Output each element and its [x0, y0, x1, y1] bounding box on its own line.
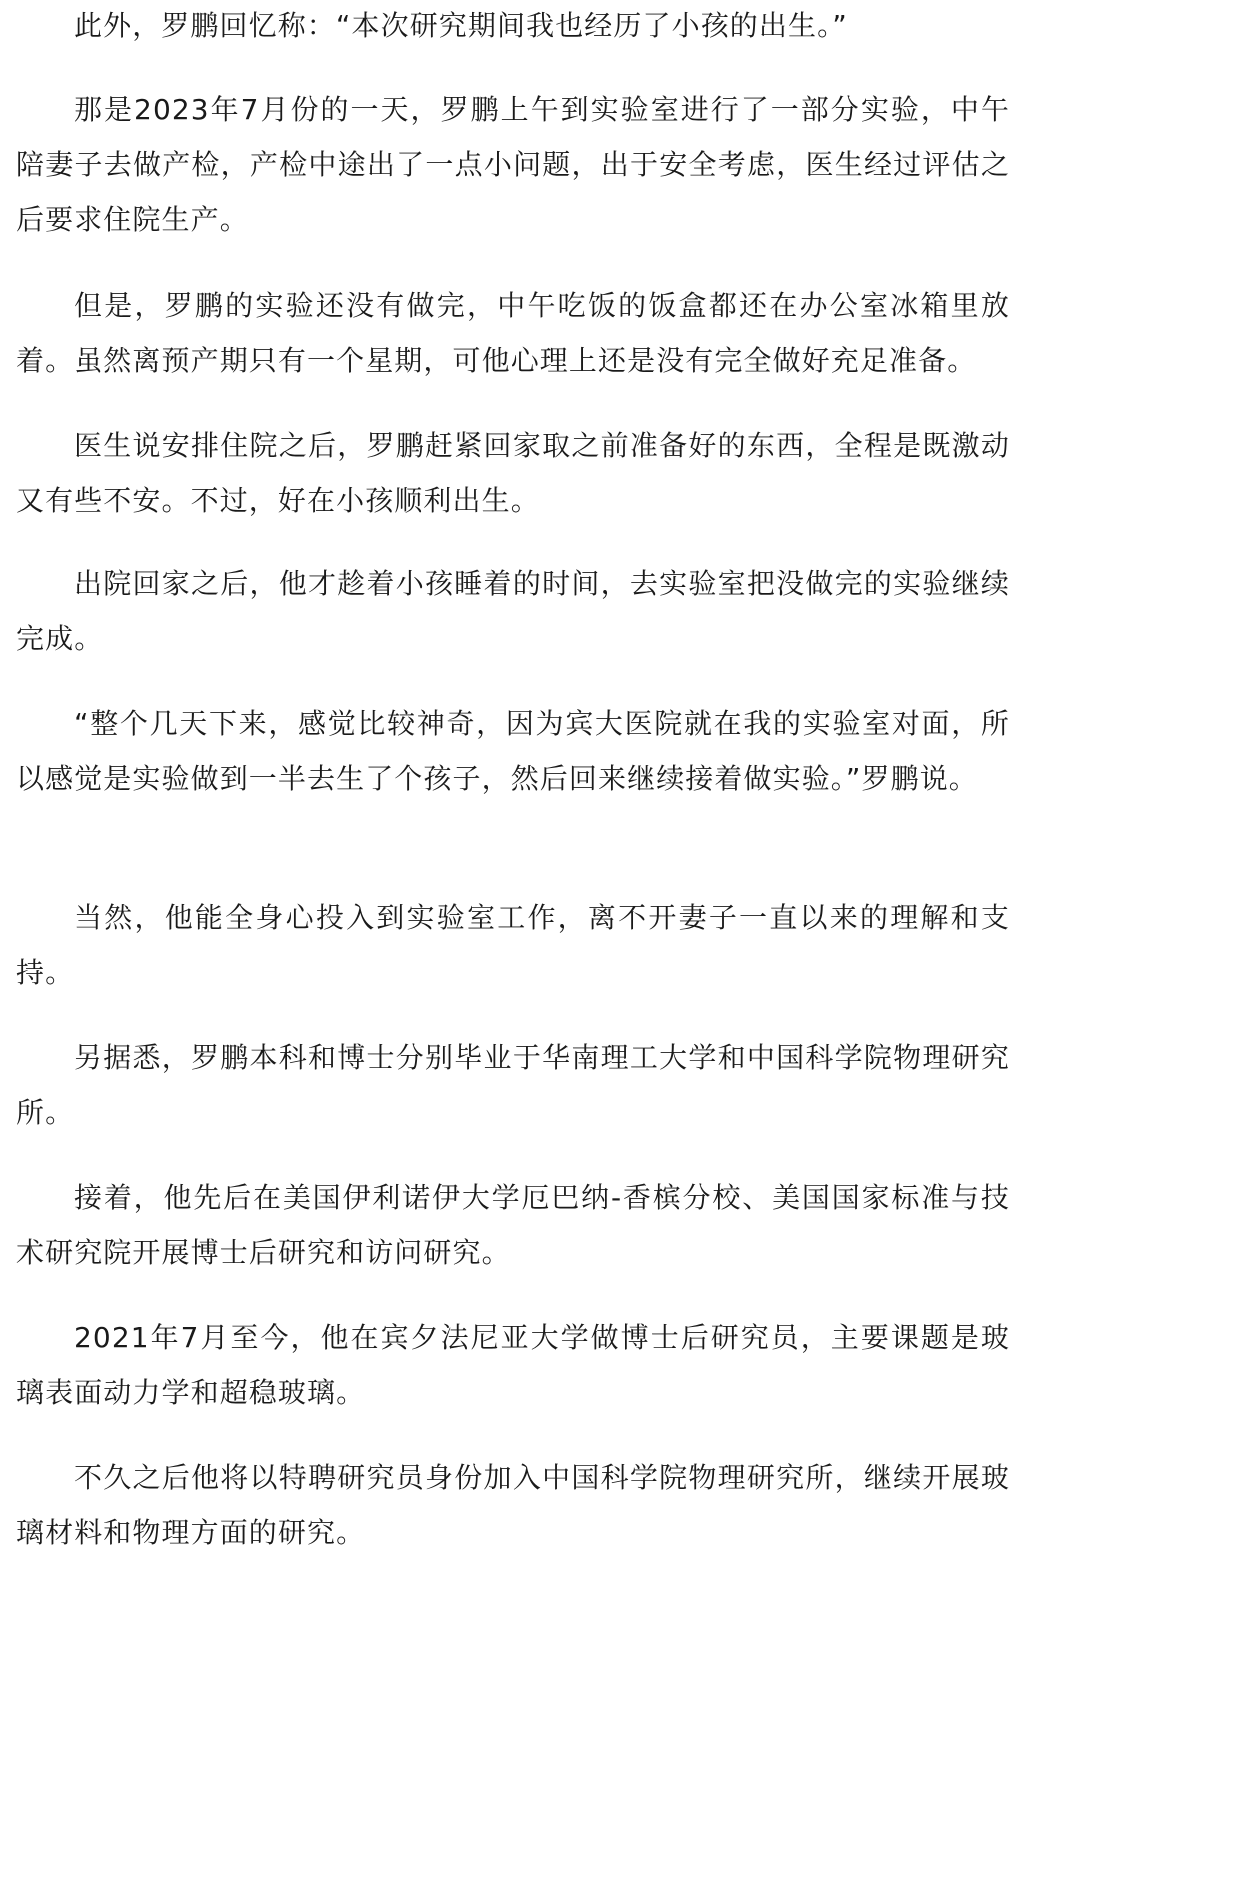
paragraph-6: “整个几天下来，感觉比较神奇，因为宾大医院就在我的实验室对面，所以感觉是实验做到一半去生了个孩子，然后回来继续接着做实验。”罗鹏说。	[16, 707, 1010, 795]
paragraph-8: 另据悉，罗鹏本科和博士分别毕业于华南理工大学和中国科学院物理研究所。	[16, 1041, 1010, 1129]
paragraph-3: 但是，罗鹏的实验还没有做完，中午吃饭的饭盒都还在办公室冰箱里放着。虽然离预产期只有一个星期，可他心理上还是没有完全做好充足准备。	[16, 289, 1010, 377]
paragraph-2: 那是2023年7月份的一天，罗鹏上午到实验室进行了一部分实验，中午陪妻子去做产检，产检中途出了一点小问题，出于安全考虑，医生经过评估之后要求住院生产。	[16, 93, 1010, 236]
paragraph-4: 医生说安排住院之后，罗鹏赶紧回家取之前准备好的东西，全程是既激动又有些不安。不过，好在小孩顺利出生。	[16, 429, 1010, 517]
paragraph-11: 不久之后他将以特聘研究员身份加入中国科学院物理研究所，继续开展玻璃材料和物理方面的研究。	[16, 1461, 1010, 1549]
paragraph-9: 接着，他先后在美国伊利诺伊大学厄巴纳-香槟分校、美国国家标准与技术研究院开展博士后研究和访问研究。	[16, 1181, 1010, 1269]
paragraph-5: 出院回家之后，他才趁着小孩睡着的时间，去实验室把没做完的实验继续完成。	[16, 567, 1010, 655]
paragraph-10: 2021年7月至今，他在宾夕法尼亚大学做博士后研究员，主要课题是玻璃表面动力学和超稳玻璃。	[16, 1321, 1010, 1409]
paragraph-7: 当然，他能全身心投入到实验室工作，离不开妻子一直以来的理解和支持。	[16, 901, 1010, 989]
paragraph-1: 此外，罗鹏回忆称：“本次研究期间我也经历了小孩的出生。”	[74, 9, 848, 42]
